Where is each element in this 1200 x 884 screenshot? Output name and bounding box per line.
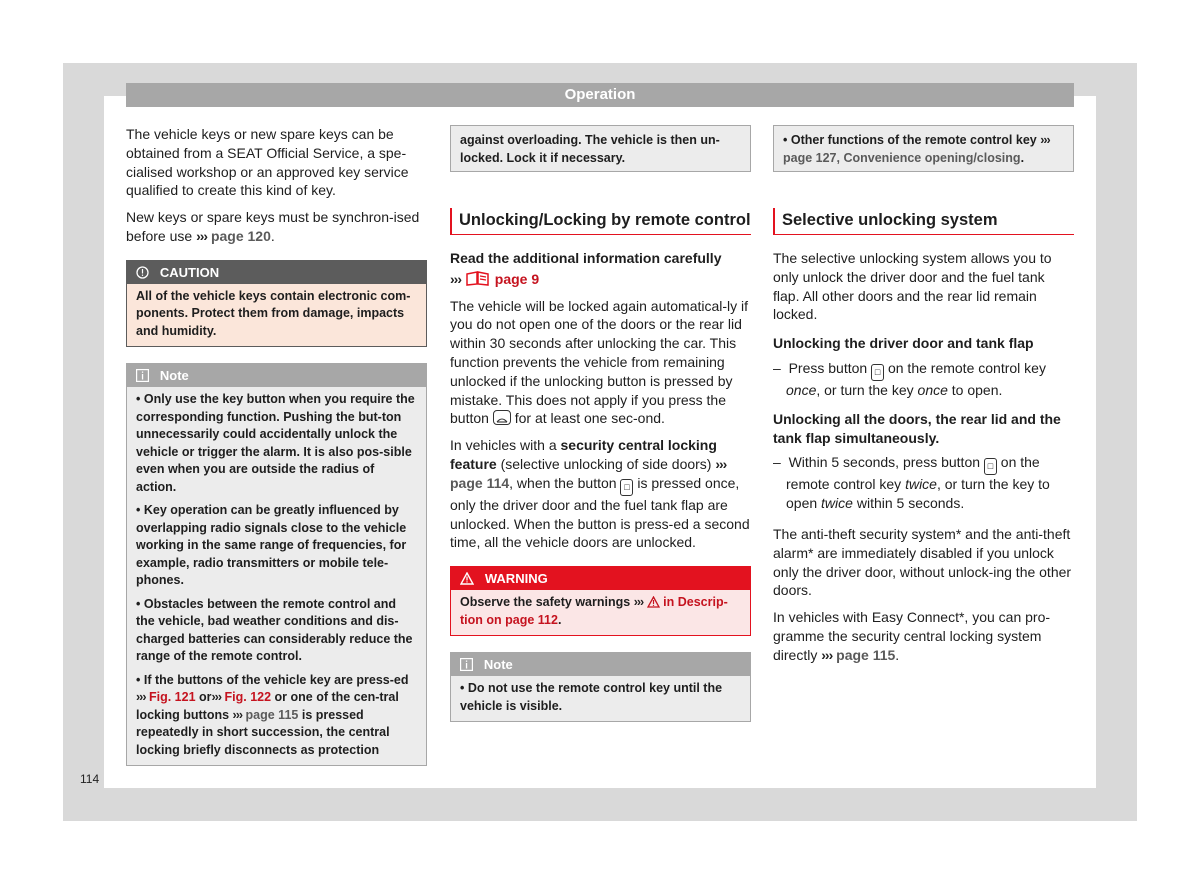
paragraph-auto-lock: The vehicle will be locked again automatical-ly if you do not open one of the doors or the rear lid within 30 seconds after unlocking the car. This function prevents the vehicle from remaining unlocked if the unlocking button is pressed by mistake. This does not apply if you press the button for at least one sec-ond. [450,297,749,427]
reference-arrow-icon: ››› [1040,133,1050,147]
note-item: • Only use the key button when you require the corresponding function. Pushing the but-ton unnecessarily could accidentally unlock the vehicle or trigger the alarm. It is also pos-sible even when you are outside the radius of action. [136,392,415,494]
note-item: • Obstacles between the remote control and the vehicle, bad weather conditions and dis-charged batteries can considerably reduce the range of the remote control. [136,596,413,664]
paragraph-synchronise: New keys or spare keys must be synchron-ised before use ››› page 120. [126,209,420,244]
unlock-button-icon [493,410,511,425]
paragraph-selective-intro: The selective unlocking system allows you to only unlock the driver door and the fuel tank flap. All other doors and the rear lid remain locked. [773,250,1052,323]
subheading-all-doors: Unlocking all the doors, the rear lid and the tank flap simultaneously. [773,410,1061,446]
page-reference-link[interactable]: page 114 [450,474,510,491]
note-item: • Key operation can be greatly influenced by overlapping radio signals close to the vehicle working in the same range of frequencies, for example, radio transmitters or mobile tele-phones. [136,503,407,588]
column-2 [450,125,751,722]
warning-icon [460,571,478,586]
reference-arrow-icon: ››› [715,455,727,472]
note-box-2 [450,652,751,722]
figure-link[interactable]: Fig. 121 [148,690,196,705]
caution-icon [136,265,153,280]
caution-body: All of the vehicle keys contain electronic com-ponents. Protect them from damage, impacts and humidity. [136,288,411,338]
paragraph-anti-theft: The anti-theft security system* and the anti-theft alarm* are immediately disabled if you unlock only the driver door, without unlock-ing the other doors. [773,525,1072,599]
step-all-doors: – Within 5 seconds, press button □ on the remote control key twice, or turn the key to open twice within 5 seconds. [773,454,1050,512]
paragraph-keys-obtain: The vehicle keys or new spare keys can be obtained from a SEAT Official Service, a spe-cialised workshop or an approved key service qualified to create this kind of key. [126,126,409,199]
caution-box [126,260,427,348]
warning-body: Observe the safety warnings ››› in Descrip-tion on page 112. [460,595,728,627]
subheading-driver-door: Unlocking the driver door and tank flap [773,335,1034,352]
reference-arrow-icon: ››› [136,690,146,705]
note-header: Note [127,364,426,387]
unlock-key-icon: □ [871,364,884,381]
info-icon [460,657,477,672]
info-icon [136,368,153,383]
reference-arrow-icon: ››› [232,707,243,722]
warning-box [450,566,751,636]
page-reference-link[interactable]: page 115 [836,646,896,663]
reference-arrow-icon: ››› [211,690,222,705]
section-header: Operation [126,83,1074,107]
section-heading-remote: Unlocking/Locking by remote control [450,208,751,235]
continued-box: against overloading. The vehicle is then un-locked. Lock it if necessary. [450,125,751,172]
warning-triangle-icon [647,595,660,609]
reference-arrow-icon: ››› [821,646,833,663]
note-body [127,387,426,765]
page-number: 114 [80,772,100,786]
book-icon [465,271,495,287]
note-item: • If the buttons of the vehicle key are press-ed ››› Fig. 121 or››› Fig. 122 or one of the cen-tral locking buttons ››› page 115 is pressed repeatedly in short succession, the central locking briefly disconnects as protection [136,672,409,757]
reference-arrow-icon: ››› [450,270,461,287]
step-driver-door: – Press button □ on the remote control key once, or turn the key once to open. [773,359,1046,398]
page-reference-link[interactable]: in Descrip-tion on page 112 [460,595,728,627]
page-reference-link[interactable]: page 120 [210,227,271,244]
read-info-line: Read the additional information carefully [450,250,722,266]
page-reference-link[interactable]: page 115 [245,707,299,722]
note-body: • Do not use the remote control key until the vehicle is visible. [460,681,723,713]
reference-arrow-icon: ››› [633,595,644,610]
unlock-key-icon: □ [620,479,633,496]
section-heading-selective: Selective unlocking system [773,208,1074,235]
read-info-ref [450,270,751,289]
page-reference-link[interactable]: page 9 [494,270,540,287]
column-1 [126,125,427,766]
unlock-key-icon: □ [984,458,997,475]
paragraph-easy-connect: In vehicles with Easy Connect*, you can pro-gramme the security central locking system directly ››› page 115. [773,609,1051,663]
note-box [126,363,427,766]
warning-header: WARNING [451,567,750,590]
paragraph-security-locking: In vehicles with a security central locking feature (selective unlocking of side doors) ››› page 114, when the button □ is pressed once, only the driver door and the fuel tank flap are unlocked. When the button is press-ed a second time, all the vehicle doors are unlocked. [450,437,750,551]
reference-arrow-icon: ››› [196,227,208,244]
figure-link[interactable]: Fig. 122 [224,690,272,705]
note-header: Note [451,653,750,676]
page-reference-link[interactable]: page 127, Convenience opening/closing [783,150,1021,165]
caution-header: CAUTION [127,261,426,284]
column-3 [773,125,1074,673]
continued-box: • Other functions of the remote control key ››› page 127, Convenience opening/closing. [773,125,1074,172]
